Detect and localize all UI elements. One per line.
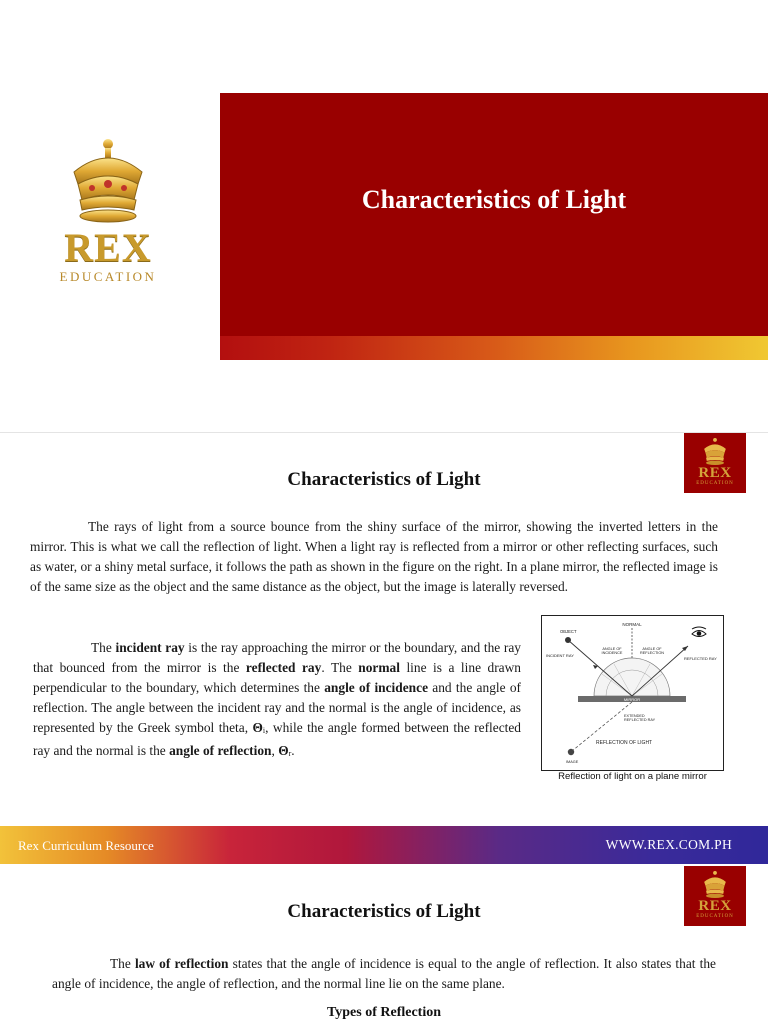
reflection-diagram xyxy=(541,615,724,771)
footer-website-link[interactable]: WWW.REX.COM.PH xyxy=(605,837,732,852)
label-extended-ray: EXTENDED xyxy=(624,714,645,718)
logo-wordmark: REX xyxy=(698,898,732,914)
theta-subscript: r xyxy=(288,749,292,758)
label-normal: NORMAL xyxy=(622,622,642,627)
logo-subtitle: EDUCATION xyxy=(696,914,734,919)
text-run: . xyxy=(291,743,295,758)
paragraph-law-of-reflection xyxy=(52,954,716,994)
text-run: and the angle of reflection. The angle between the incident ray and the normal is the angle of incidence, as represented by the Greek symbol theta, xyxy=(33,680,521,735)
text-run: . The xyxy=(321,660,359,675)
label-reflected-ray: REFLECTED RAY xyxy=(684,656,717,661)
text-run: The xyxy=(110,956,135,971)
eye-icon xyxy=(692,627,706,637)
label-mirror: MIRROR xyxy=(623,697,641,702)
gradient-stripe xyxy=(220,336,768,360)
content-slide xyxy=(0,433,768,866)
text-run: states that the angle of incidence is equal to the angle of reflection. It also states that the angle of incidence, the angle of reflection, and the normal line lie on the same plane. xyxy=(52,956,716,991)
protractor-icon xyxy=(594,658,670,696)
logo-wordmark: REX xyxy=(698,465,732,481)
slide-heading: Characteristics of Light xyxy=(287,901,481,922)
label-extended-ray-2: REFLECTED RAY xyxy=(624,718,656,722)
logo-subtitle: EDUCATION xyxy=(696,481,734,486)
paragraph-reflection xyxy=(30,517,718,597)
crown-icon xyxy=(60,138,156,226)
paragraph-text: The rays of light from a source bounce from the shiny surface of the mirror, showing the inverted letters in the mirror. This is what we call the reflection of light. When a light ray is reflected from a mirror or other reflecting surfaces, such as water, or a shiny metal surface, it follows the path as shown in the figure on the right. In a plane mirror, the reflected image is of the same size as the object and the same distance as the object, but the image is laterally reversed. xyxy=(30,519,718,594)
term-angle-of-incidence: angle of incidence xyxy=(324,680,429,695)
theta-symbol: Θ xyxy=(252,720,263,735)
cover-title: Characteristics of Light xyxy=(361,185,627,214)
section-subheading: Types of Reflection xyxy=(326,1005,442,1020)
text-run: is the ray approaching the mirror or the boundary, and the ray that bounced from the mirror is the xyxy=(33,640,521,675)
footer-strip xyxy=(0,826,768,864)
label-diagram-title: REFLECTION OF LIGHT xyxy=(596,740,653,746)
footer-resource-label: Rex Curriculum Resource xyxy=(18,838,154,853)
text-run: line is a line drawn perpendicular to the boundary, which determines the xyxy=(33,660,521,695)
crown-icon xyxy=(698,871,732,899)
theta-symbol: Θ xyxy=(278,743,289,758)
term-reflected-ray: reflected ray xyxy=(245,660,322,675)
label-image: IMAGE xyxy=(566,760,579,764)
logo-subtitle: EDUCATION xyxy=(59,269,157,284)
term-incident-ray: incident ray xyxy=(115,640,185,655)
label-angle-reflection: ANGLE OF xyxy=(642,647,662,651)
term-angle-of-reflection: angle of reflection xyxy=(169,743,272,758)
label-object: OBJECT xyxy=(560,629,577,634)
slide-heading: Characteristics of Light xyxy=(287,469,481,490)
crown-icon xyxy=(698,438,732,466)
text-run: , while the angle formed between the reflected ray and the normal is the xyxy=(33,720,522,758)
logo-wordmark: REX xyxy=(64,225,152,270)
reflection-diagram-svg xyxy=(542,616,722,769)
paragraph-definitions xyxy=(33,638,521,764)
text-run: The xyxy=(91,640,116,655)
rex-education-logo xyxy=(52,138,164,285)
image-dot xyxy=(568,749,574,755)
label-angle-incidence-2: INCIDENCE xyxy=(601,651,623,655)
cover-slide xyxy=(0,0,768,432)
term-normal: normal xyxy=(358,660,400,675)
theta-subscript: i xyxy=(262,726,266,735)
text-run: , xyxy=(271,743,279,758)
content-slide-law xyxy=(0,864,768,1024)
label-incident-ray: INCIDENT RAY xyxy=(546,653,574,658)
term-law-of-reflection: law of reflection xyxy=(134,956,229,971)
label-angle-incidence: ANGLE OF xyxy=(602,647,622,651)
figure-caption: Reflection of light on a plane mirror xyxy=(558,771,707,782)
label-angle-reflection-2: REFLECTION xyxy=(639,651,665,655)
